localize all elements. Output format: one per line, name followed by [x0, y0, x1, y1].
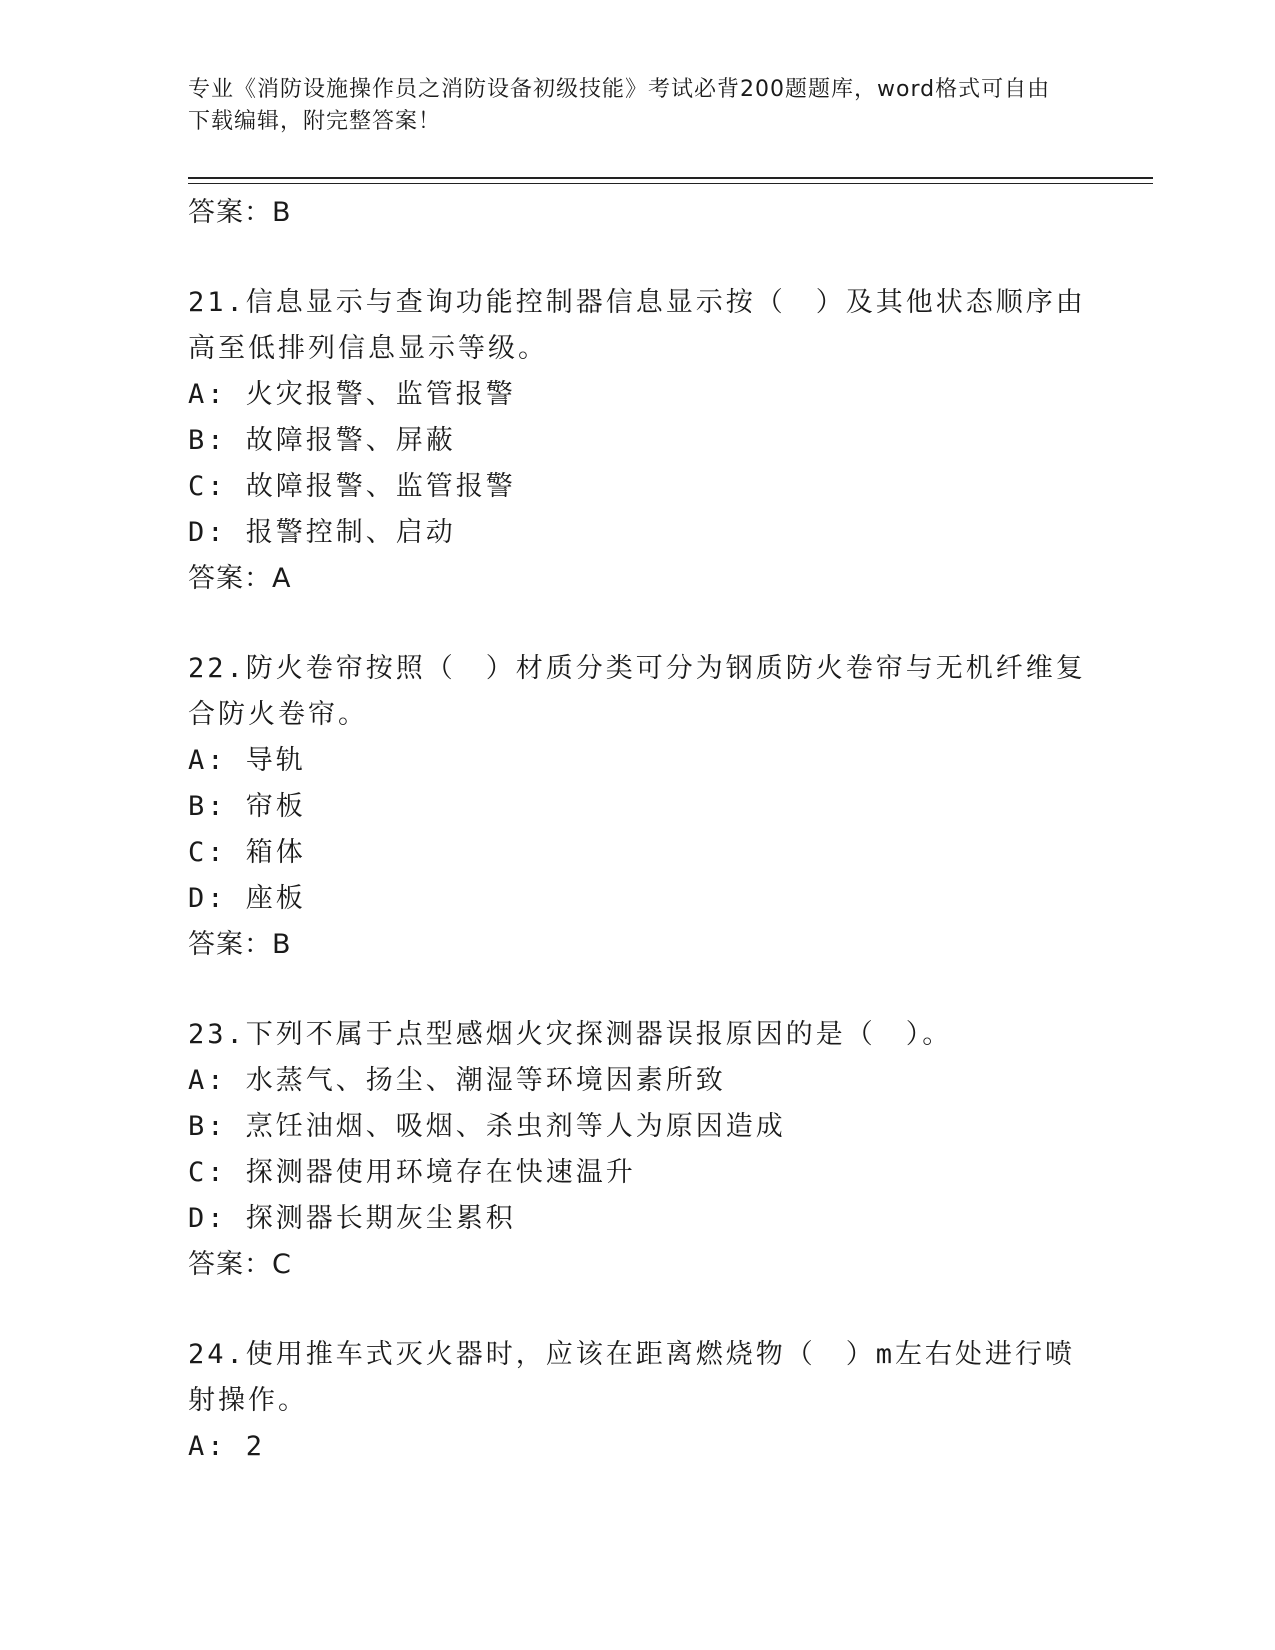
option-a: A: 导轨 — [188, 745, 306, 776]
option-d: D: 探测器长期灰尘累积 — [188, 1203, 516, 1234]
option-d: D: 报警控制、启动 — [188, 517, 456, 548]
spacer — [188, 1288, 1088, 1332]
question-item — [188, 280, 1088, 602]
option-c: C: 箱体 — [188, 837, 306, 868]
document-header: 专业《消防设施操作员之消防设备初级技能》考试必背200题题库，word格式可自由下载编辑，附完整答案！ — [188, 77, 1051, 134]
answer-line: 答案：A — [188, 563, 292, 594]
answer-line: 答案：C — [188, 1249, 292, 1280]
question-text: 23.下列不属于点型感烟火灾探测器误报原因的是（ ）。 — [188, 1019, 953, 1050]
question-item — [188, 1332, 1088, 1470]
question-text: 24.使用推车式灭火器时，应该在距离燃烧物（ ）m左右处进行喷射操作。 — [188, 1339, 1076, 1416]
option-a: A: 2 — [188, 1431, 266, 1462]
spacer — [188, 968, 1088, 1012]
spacer — [188, 602, 1088, 646]
option-c: C: 故障报警、监管报警 — [188, 471, 516, 502]
spacer — [188, 236, 1088, 280]
header-divider-top — [188, 177, 1153, 179]
option-b: B: 帘板 — [188, 791, 306, 822]
option-b: B: 烹饪油烟、吸烟、杀虫剂等人为原因造成 — [188, 1111, 786, 1142]
question-item — [188, 646, 1088, 968]
question-item — [188, 1012, 1088, 1288]
answer-line: 答案：B — [188, 929, 292, 960]
option-d: D: 座板 — [188, 883, 306, 914]
answer-line: 答案：B — [188, 197, 292, 228]
option-a: A: 火灾报警、监管报警 — [188, 379, 516, 410]
option-b: B: 故障报警、屏蔽 — [188, 425, 456, 456]
question-text: 22.防火卷帘按照（ ）材质分类可分为钢质防火卷帘与无机纤维复合防火卷帘。 — [188, 653, 1086, 730]
option-c: C: 探测器使用环境存在快速温升 — [188, 1157, 636, 1188]
option-a: A: 水蒸气、扬尘、潮湿等环境因素所致 — [188, 1065, 726, 1096]
header-divider-bottom — [188, 183, 1153, 184]
question-list — [188, 190, 1088, 1470]
question-text: 21.信息显示与查询功能控制器信息显示按（ ）及其他状态顺序由高至低排列信息显示等级。 — [188, 287, 1086, 364]
